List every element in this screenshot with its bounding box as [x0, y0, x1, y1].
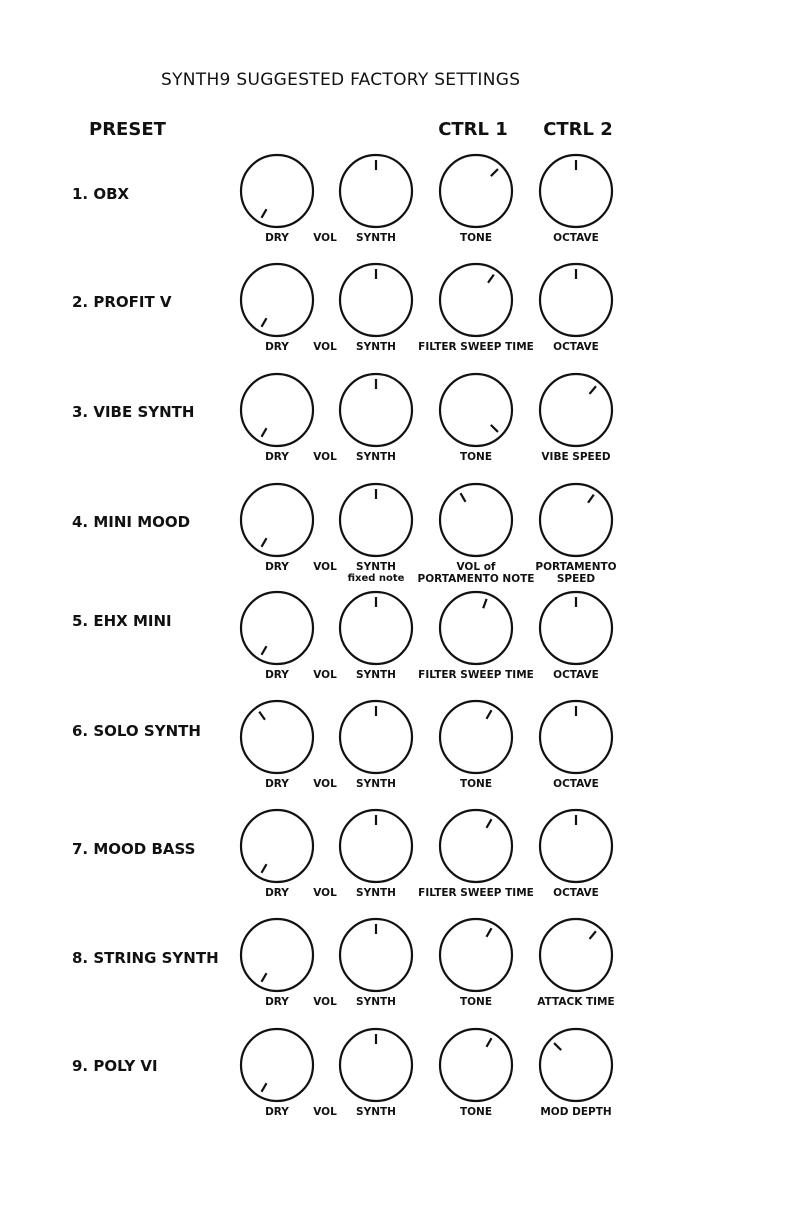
knob-body [440, 155, 512, 227]
preset-row [0, 153, 792, 253]
knob-label [460, 778, 492, 790]
knob-dry[interactable] [239, 262, 315, 338]
knob-dial [538, 590, 614, 666]
knob-body [440, 374, 512, 446]
knob-ctrl1[interactable] [438, 1027, 514, 1103]
knob-label [356, 887, 396, 899]
knob-label [265, 561, 289, 573]
knob-label [356, 778, 396, 790]
knob-label-text: DRY [265, 561, 289, 573]
knob-body [241, 155, 313, 227]
knob-label [418, 341, 534, 353]
knob-label [265, 887, 289, 899]
knob-ctrl1[interactable] [438, 590, 514, 666]
knob-dial [239, 153, 315, 229]
knob-label-text: DRY [265, 1106, 289, 1118]
knob-dial [338, 917, 414, 993]
knob-label [460, 451, 492, 463]
knob-label [356, 232, 396, 244]
knob-dry[interactable] [239, 153, 315, 229]
ctrl2-column-header: CTRL 2 [543, 119, 613, 140]
knob-label [265, 341, 289, 353]
knob-ctrl2[interactable] [538, 590, 614, 666]
knob-label [553, 341, 599, 353]
knob-label-text: TONE [459, 451, 493, 463]
knob-dial [438, 372, 514, 448]
knob-label [541, 451, 610, 463]
knob-dial [338, 699, 414, 775]
knob-body [241, 592, 313, 664]
knob-body [241, 919, 313, 991]
preset-column-header: PRESET [89, 119, 166, 140]
knob-label-text: PORTAMENTO [535, 561, 617, 573]
knob-label-text: ATTACK TIME [537, 996, 615, 1008]
knob-label-text: OCTAVE [553, 232, 599, 244]
knob-body [540, 374, 612, 446]
knob-dial [438, 153, 514, 229]
knob-dial [239, 808, 315, 884]
knob-ctrl2[interactable] [538, 153, 614, 229]
preset-row [0, 262, 792, 362]
preset-name: 7. MOOD BASS [72, 840, 196, 858]
knob-dry[interactable] [239, 808, 315, 884]
knob-dial [239, 372, 315, 448]
knob-label [348, 561, 405, 585]
knob-synth[interactable] [338, 262, 414, 338]
knob-ctrl2[interactable] [538, 699, 614, 775]
knob-label-text: OCTAVE [553, 669, 599, 681]
knob-label-text: SYNTH [356, 341, 396, 353]
vol-label: VOL [313, 669, 337, 681]
knob-body [440, 919, 512, 991]
knob-body [440, 484, 512, 556]
knob-ctrl1[interactable] [438, 372, 514, 448]
knob-label [553, 669, 599, 681]
preset-name: 4. MINI MOOD [72, 513, 191, 531]
knob-label [553, 232, 599, 244]
knob-dial [538, 1027, 614, 1103]
knob-label [540, 1106, 611, 1118]
preset-name: 8. STRING SYNTH [72, 949, 219, 967]
knob-label-text: SYNTH [356, 451, 396, 463]
preset-row [0, 917, 792, 1017]
knob-dial [239, 482, 315, 558]
knob-label-text: SYNTH [356, 232, 396, 244]
knob-label-text: TONE [459, 1106, 493, 1118]
knob-synth[interactable] [338, 372, 414, 448]
knob-dial [239, 590, 315, 666]
knob-label-text: SYNTH [356, 1106, 396, 1118]
vol-label: VOL [313, 341, 337, 353]
preset-name: 2. PROFIT V [72, 293, 172, 311]
knob-synth[interactable] [338, 482, 414, 558]
knob-label-text: DRY [265, 341, 289, 353]
knob-dry[interactable] [239, 372, 315, 448]
page-title: SYNTH9 SUGGESTED FACTORY SETTINGS [161, 70, 521, 90]
knob-label-text: OCTAVE [553, 778, 599, 790]
knob-label-text: VOL of [456, 561, 496, 573]
knob-ctrl2[interactable] [538, 808, 614, 884]
knob-label-text: DRY [265, 451, 289, 463]
preset-name: 3. VIBE SYNTH [72, 403, 195, 421]
vol-label: VOL [313, 1106, 337, 1118]
preset-name: 5. EHX MINI [72, 612, 172, 630]
knob-body [241, 374, 313, 446]
knob-ctrl1[interactable] [438, 917, 514, 993]
knob-label-text: DRY [265, 996, 289, 1008]
knob-body [440, 810, 512, 882]
knob-label [418, 887, 534, 899]
knob-label [356, 1106, 396, 1118]
knob-label [460, 996, 492, 1008]
preset-row [0, 590, 792, 690]
knob-synth[interactable] [338, 699, 414, 775]
knob-sublabel-text: PORTAMENTO NOTE [417, 573, 535, 585]
knob-label-text: DRY [265, 232, 289, 244]
knob-label [356, 996, 396, 1008]
preset-row [0, 808, 792, 908]
knob-dial [438, 808, 514, 884]
vol-label: VOL [313, 996, 337, 1008]
preset-row [0, 482, 792, 585]
knob-body [241, 810, 313, 882]
knob-label [418, 669, 534, 681]
knob-label-text: MOD DEPTH [540, 1106, 612, 1118]
knob-label-text: SYNTH [356, 887, 396, 899]
knob-label [418, 561, 535, 585]
knob-ctrl1[interactable] [438, 262, 514, 338]
knob-synth[interactable] [338, 590, 414, 666]
knob-ctrl1[interactable] [438, 482, 514, 558]
knob-dial [438, 1027, 514, 1103]
knob-dial [438, 262, 514, 338]
knob-dial [538, 808, 614, 884]
vol-label: VOL [313, 451, 337, 463]
knob-body [440, 1029, 512, 1101]
knob-dial [338, 372, 414, 448]
knob-label [356, 341, 396, 353]
knob-dial [239, 917, 315, 993]
knob-label-text: FILTER SWEEP TIME [418, 341, 534, 353]
knob-body [440, 701, 512, 773]
knob-ctrl2[interactable] [538, 917, 614, 993]
knob-label [265, 996, 289, 1008]
knob-body [241, 1029, 313, 1101]
knob-label-text: OCTAVE [553, 887, 599, 899]
knob-label [265, 1106, 289, 1118]
knob-label-text: SYNTH [356, 996, 396, 1008]
knob-dial [338, 808, 414, 884]
knob-ctrl2[interactable] [538, 372, 614, 448]
knob-sublabel-text: fixed note [347, 573, 405, 584]
knob-label-text: TONE [459, 232, 493, 244]
knob-dial [338, 262, 414, 338]
knob-dial [538, 917, 614, 993]
knob-label-text: SYNTH [356, 669, 396, 681]
knob-dry[interactable] [239, 699, 315, 775]
knob-dial [438, 590, 514, 666]
knob-body [440, 592, 512, 664]
knob-dial [538, 699, 614, 775]
knob-ctrl2[interactable] [538, 262, 614, 338]
knob-label [265, 232, 289, 244]
knob-dry[interactable] [239, 1027, 315, 1103]
preset-name: 6. SOLO SYNTH [72, 722, 201, 740]
knob-ctrl1[interactable] [438, 808, 514, 884]
knob-body [540, 1029, 612, 1101]
knob-label [265, 778, 289, 790]
knob-dial [239, 262, 315, 338]
preset-name: 1. OBX [72, 185, 130, 203]
knob-dial [239, 699, 315, 775]
knob-ctrl1[interactable] [438, 153, 514, 229]
knob-label-text: FILTER SWEEP TIME [418, 669, 534, 681]
preset-name: 9. POLY VI [72, 1057, 158, 1075]
knob-dial [438, 482, 514, 558]
knob-ctrl2[interactable] [538, 1027, 614, 1103]
preset-row [0, 372, 792, 472]
knob-body [241, 264, 313, 336]
knob-label [460, 1106, 492, 1118]
knob-dial [338, 1027, 414, 1103]
knob-body [440, 264, 512, 336]
knob-ctrl2[interactable] [538, 482, 614, 558]
knob-label-text: SYNTH [356, 561, 396, 573]
knob-label-text: SYNTH [356, 778, 396, 790]
preset-row [0, 1027, 792, 1127]
knob-dial [538, 262, 614, 338]
knob-dial [538, 153, 614, 229]
knob-label-text: FILTER SWEEP TIME [418, 887, 534, 899]
knob-label-text: TONE [459, 996, 493, 1008]
ctrl1-column-header: CTRL 1 [438, 119, 508, 140]
knob-body [241, 701, 313, 773]
knob-label [553, 778, 599, 790]
knob-label [553, 887, 599, 899]
knob-dial [438, 699, 514, 775]
knob-body [241, 484, 313, 556]
vol-label: VOL [313, 778, 337, 790]
knob-label [265, 451, 289, 463]
knob-dial [538, 482, 614, 558]
knob-dry[interactable] [239, 590, 315, 666]
knob-dial [338, 482, 414, 558]
knob-label [265, 669, 289, 681]
knob-label [356, 451, 396, 463]
knob-label-text: DRY [265, 778, 289, 790]
vol-label: VOL [313, 887, 337, 899]
knob-label-text: DRY [265, 669, 289, 681]
knob-dial [438, 917, 514, 993]
knob-label [356, 669, 396, 681]
knob-synth[interactable] [338, 808, 414, 884]
knob-ctrl1[interactable] [438, 699, 514, 775]
knob-dial [338, 590, 414, 666]
knob-synth[interactable] [338, 1027, 414, 1103]
knob-label-text: TONE [459, 778, 493, 790]
knob-body [540, 919, 612, 991]
knob-synth[interactable] [338, 917, 414, 993]
knob-dry[interactable] [239, 917, 315, 993]
knob-synth[interactable] [338, 153, 414, 229]
knob-label-text: VIBE SPEED [541, 451, 611, 463]
knob-dial [338, 153, 414, 229]
knob-label-text: OCTAVE [553, 341, 599, 353]
knob-label-text: DRY [265, 887, 289, 899]
knob-sublabel-text: SPEED [556, 573, 596, 585]
knob-dry[interactable] [239, 482, 315, 558]
knob-dial [538, 372, 614, 448]
preset-row [0, 699, 792, 799]
vol-label: VOL [313, 561, 337, 573]
knob-dial [239, 1027, 315, 1103]
knob-label [537, 996, 614, 1008]
vol-label: VOL [313, 232, 337, 244]
knob-body [540, 484, 612, 556]
knob-label [460, 232, 492, 244]
knob-label [535, 561, 616, 585]
